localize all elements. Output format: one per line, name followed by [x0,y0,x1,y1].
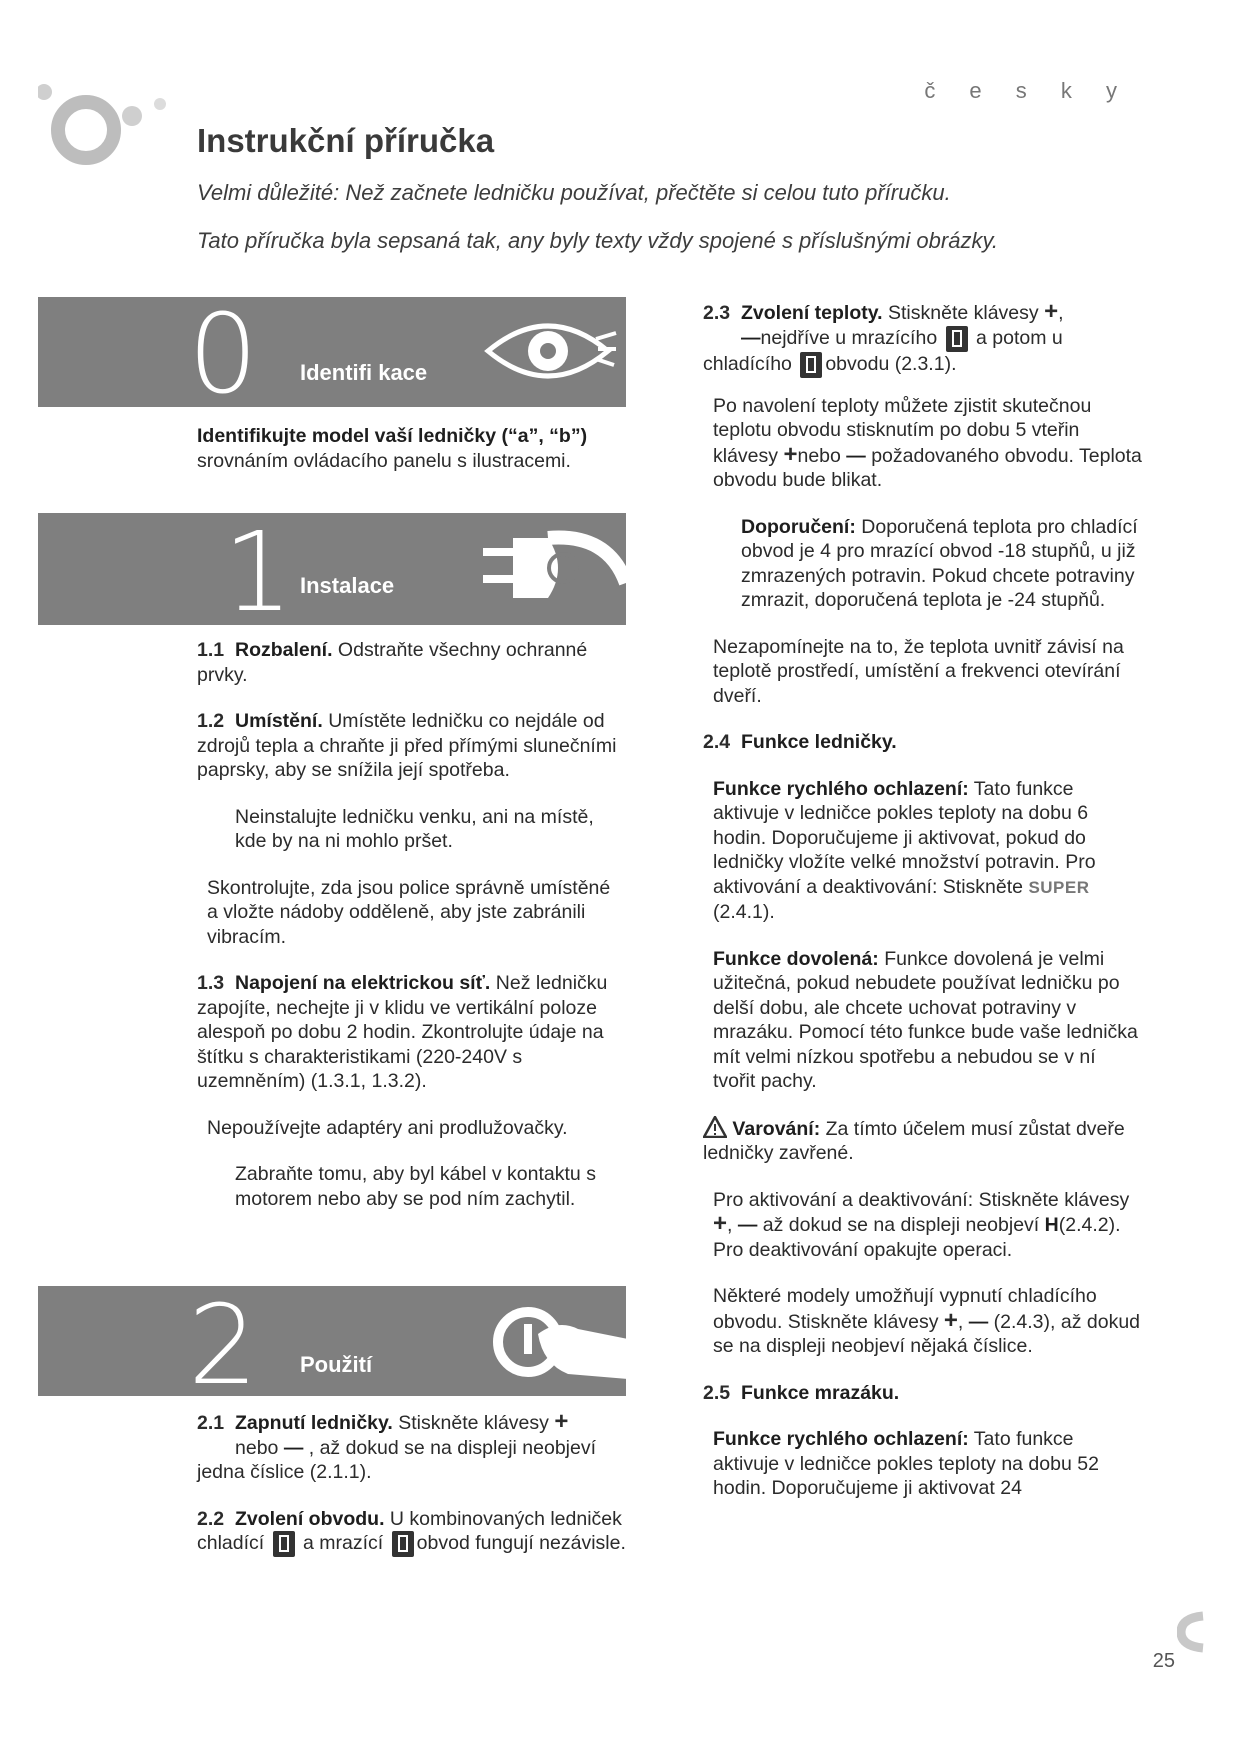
para-1-3-c: Zabraňte tomu, aby byl kábel v kontaktu s motorem nebo aby se pod ním zachytil. [235,1163,596,1210]
para-title: Zvolení teploty. [741,302,883,324]
para-2-1 [197,1410,627,1485]
para-text: Po navolení teploty můžete zjistit skutečnou teplotu obvodu stisknutím po dobu 5 vteřin klávesy [713,394,1092,467]
para-title: Rozbalení. [235,639,333,661]
section-band-identification [38,290,626,418]
section-band-installation [38,508,626,636]
super-key-label: SUPER [1028,877,1090,897]
para-1-2-b: Neinstalujte ledničku venku, ani na místě, kde by na ni mohlo pršet. [235,805,594,852]
para-text: a potom u chladícího [703,326,1063,375]
para-title: Funkce rychlého ochlazení: [713,1428,969,1450]
para-text: , [1058,302,1064,324]
plus-key-icon: + [1044,298,1059,325]
eye-icon [478,311,618,391]
para-2-2 [197,1507,627,1558]
para-1-2-c: Skontrolujte, zda jsou police správně umístěné a vložte nádoby odděleně, aby jste zabránili vibracím. [207,876,611,948]
plug-icon [478,523,628,613]
para-title: Doporučení: [741,515,856,538]
para-number: 2.3 [703,302,731,324]
holiday-function [703,947,1143,1094]
fridge-icon [800,352,822,378]
para-title: Funkce ledničky. [741,731,897,753]
minus-key-icon: — [737,1214,758,1236]
para-text: požadovaného obvodu. Teplota obvodu bude blikat. [713,444,1142,491]
activate-instructions [703,1188,1143,1263]
warning [703,1116,1143,1166]
models-instructions [703,1284,1143,1359]
freezer-icon [392,1531,414,1557]
para-title: Funkce dovolená: [713,947,879,970]
para-2-3 [703,300,1143,378]
para-text: (2.4.2). Pro deaktivování opakujte operaci. [713,1214,1121,1261]
para-text: nejdříve u mrazícího [760,326,943,349]
plus-key-icon: + [554,1408,569,1435]
section0-bold: Identifikujte model vaší ledničky (“a”, “b”) [197,425,588,447]
para-text: U kombinovaných ledniček chladící [197,1507,622,1555]
para-1-2 [197,709,617,783]
para-1-3-b: Nepoužívejte adaptéry ani prodlužovačky. [207,1116,568,1139]
section-band-usage [38,1281,626,1409]
para-text: a mrazící [297,1532,389,1555]
para-text: , [727,1214,733,1236]
para-text: nebo [797,444,847,467]
para-title: Funkce rychlého ochlazení: [713,777,969,800]
language-label: č e s k y [924,78,1131,103]
section-label: Instalace [300,573,395,598]
para-number: 2.5 [703,1381,731,1404]
minus-key-icon: — [283,1436,304,1459]
section-number: 0 [188,290,258,418]
decorative-arc-icon [1177,1610,1205,1654]
para-text: obvod fungují nezávisle. [416,1532,626,1555]
heading-2-4 [703,730,1143,755]
para-text: Stiskněte klávesy [882,302,1045,324]
para-text: nebo [235,1436,284,1459]
page-title: Instrukční příručka [197,122,495,159]
para-1-1 [197,638,617,687]
recommendation [703,515,1143,613]
section0-text [197,424,617,473]
section-label: Použití [300,1352,373,1377]
para-1-3 [197,971,617,1094]
para-title: Zapnutí ledničky. [235,1412,393,1434]
para-title: Funkce mrazáku. [741,1381,900,1404]
para-text: Doporučená teplota pro chladící obvod je 4 pro mrazící obvod -18 stupňů, u již zmrazených potravin. Pokud chcete potraviny zmrazit, doporučená teplota je -24 stupňů. [741,515,1138,611]
para-text: obvodu (2.3.1). [825,352,957,375]
plus-key-icon: + [943,1306,958,1334]
para-text: Než ledničku zapojíte, nechejte ji v klidu ve vertikální poloze alespoň po dobu 2 hodin. Zkontrolujte údaje na štítku s charakteristikami (220-240V s uzemněním) (1.3.1, 1.3.2). [197,972,608,1092]
para-text: , až dokud se na displeji neobjeví jedna číslice (2.1.1). [197,1436,597,1483]
para-title: Umístění. [235,710,323,732]
para-number: 2.4 [703,731,731,753]
finger-press-icon [478,1294,628,1389]
para-2-3-b [703,394,1143,493]
para-title: Napojení na elektrickou síť. [235,972,491,994]
plus-key-icon: + [713,1210,728,1237]
para-text: Tato funkce aktivuje v ledničce pokles teploty na dobu 6 hodin. Doporučujeme ji aktivovat, pokud do ledničky vložíte velké množství potravin. Pro aktivování a deaktivování: Stiskněte [713,777,1096,898]
para-text: Umístěte ledničku co nejdále od zdrojů tepla a chraňte ji před přímými slunečními paprsky, aby se snížila její spotřeba. [197,710,617,781]
para-text: Za tímto účelem musí zůstat dveře ledničky zavřené. [703,1117,1125,1164]
para-number: 1.1 [197,639,225,661]
subtitle-important: Velmi důležité: Než začnete ledničku používat, přečtěte si celou tuto příručku. [197,180,951,205]
fast-cool-function [703,777,1143,925]
para-number: 1.3 [197,972,225,994]
minus-key-icon: — [968,1310,989,1333]
fridge-icon [273,1531,295,1557]
note: Nezapomínejte na to, že teplota uvnitř závisí na teplotě prostředí, umístění a frekvenci otevírání dveří. [713,635,1124,707]
left-column-usage [197,1410,627,1557]
heading-2-5 [703,1381,1143,1406]
minus-key-icon: — [741,326,761,349]
subtitle-note: Tato příručka byla sepsaná tak, any byly texty vždy spojené s příslušnými obrázky. [197,228,998,253]
para-text: Funkce dovolená je velmi užitečná, pokud nebudete používat ledničku po delší dobu, ale chcete uchovat potraviny v mrazáku. Pomocí této funkce bude vaše lednička mít velmi nízkou spotřebu a nebudou se v ní tvořit pachy. [713,947,1138,1092]
section-number: 1 [223,508,293,636]
para-number: 2.2 [197,1507,225,1530]
plus-key-icon: + [783,440,798,468]
page-number: 25 [1152,1650,1175,1672]
para-text: až dokud se na displeji neobjeví [757,1214,1045,1236]
section0-desc: srovnáním ovládacího panelu s ilustracemi. [197,449,571,472]
para-number: 1.2 [197,710,225,732]
para-title: Zvolení obvodu. [235,1507,385,1530]
para-text: (2.4.1). [713,901,775,923]
para-number: 2.1 [197,1412,225,1434]
para-text: , [957,1310,964,1333]
section-label: Identifi kace [300,360,428,385]
para-text: Některé modely umožňují vypnutí chladícího obvodu. Stiskněte klávesy [713,1285,1097,1333]
freezer-fast-cool [703,1427,1143,1501]
para-title: Varování: [732,1117,821,1140]
minus-key-icon: — [846,444,866,467]
section-number: 2 [188,1281,258,1409]
left-column [197,638,617,1211]
brand-logo [38,78,168,188]
freezer-icon [946,326,968,352]
para-text: Stiskněte klávesy [392,1412,555,1434]
para-text: Tato funkce aktivuje v ledničce pokles teploty na dobu 52 hodin. Doporučujeme ji aktivovat 24 [713,1428,1099,1499]
para-text: (2.4.3), až dokud se na displeji neobjeví nějaká číslice. [713,1310,1141,1357]
display-h-icon: H [1044,1214,1059,1236]
para-text: Odstraňte všechny ochranné prvky. [197,639,588,686]
para-text: Pro aktivování a deaktivování: Stiskněte klávesy [713,1188,1130,1211]
right-column [703,300,1143,1501]
warning-icon [703,1116,727,1138]
